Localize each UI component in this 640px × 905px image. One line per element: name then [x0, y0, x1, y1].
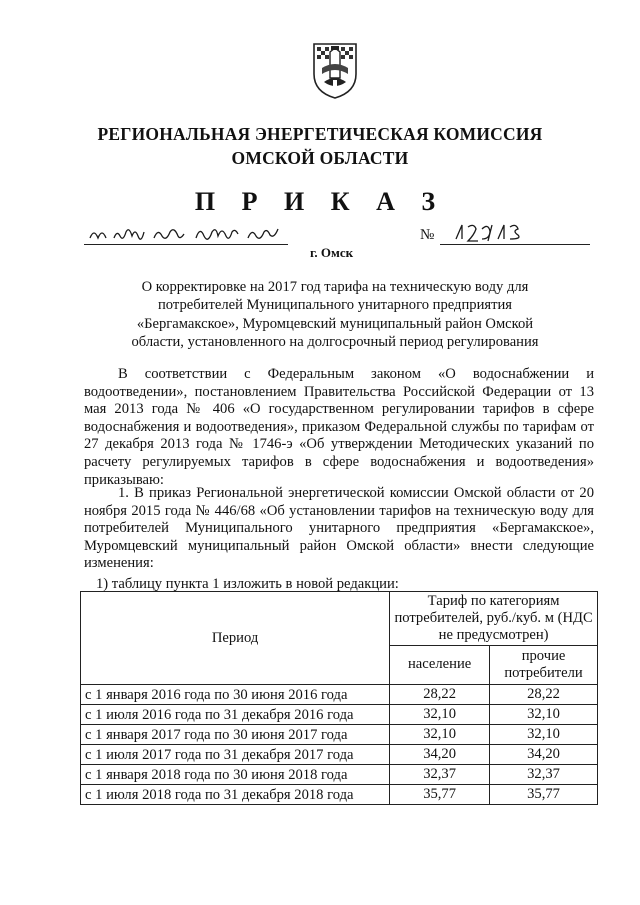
table-row [81, 685, 598, 705]
header-other-consumers: прочие потребители [490, 645, 598, 684]
item-1-subitem: 1) таблицу пункта 1 изложить в новой редакции: [96, 576, 399, 592]
population-tariff-cell: 32,10 [390, 705, 490, 725]
city-label: г. Омск [310, 245, 354, 260]
period-cell: с 1 июля 2017 года по 31 декабря 2017 года [81, 745, 390, 765]
document-subject [120, 278, 550, 352]
population-tariff-cell: 32,37 [390, 765, 490, 785]
coat-of-arms-icon [310, 38, 360, 100]
organization-name-line1: РЕГИОНАЛЬНАЯ ЭНЕРГЕТИЧЕСКАЯ КОМИССИЯ [97, 124, 543, 144]
preamble-paragraph: В соответствии с Федеральным законом «О водоснабжении и водоотведении», постановлением Правительства Российской Федерации от 13 мая 2013 года № 406 «О государственном регулировании тарифов в сфере водоснабжения и водоотведения», приказом Федеральной службы по тарифам от 27 декабря 2013 года № 1746-э «Об утверждении Методических указаний по расчету регулируемых тарифов в сфере водоснабжения и водоотведения» приказываю: [84, 366, 594, 488]
number-label: № [420, 227, 435, 243]
subject-line: «Бергамакское», Муромцевский муниципальный район Омской [136, 315, 534, 332]
population-tariff-cell: 34,20 [390, 745, 490, 765]
population-tariff-cell: 28,22 [390, 685, 490, 705]
tariff-table [80, 591, 598, 805]
population-tariff-cell: 32,10 [390, 725, 490, 745]
organization-name-line2: ОМСКОЙ ОБЛАСТИ [231, 148, 409, 168]
other-tariff-cell: 34,20 [490, 745, 598, 765]
period-cell: с 1 июля 2018 года по 31 декабря 2018 года [81, 785, 390, 805]
header-period: Период [81, 592, 390, 685]
item-1-paragraph: 1. В приказ Региональной энергетической комиссии Омской области от 20 ноября 2015 года № 446/68 «Об установлении тарифов на техническую воду для потребителей Муниципального унитарного предприятия «Бергамакское», Муромцевский муниципальный район Омской области» внести следующие изменения: [84, 485, 594, 572]
period-cell: с 1 января 2018 года по 30 июня 2018 года [81, 765, 390, 785]
other-tariff-cell: 35,77 [490, 785, 598, 805]
period-cell: с 1 января 2017 года по 30 июня 2017 года [81, 725, 390, 745]
subject-line: О корректировке на 2017 год тарифа на техническую воду для [141, 279, 529, 295]
document-type-title: П Р И К А З [194, 187, 446, 216]
period-cell: с 1 января 2016 года по 30 июня 2016 года [81, 685, 390, 705]
subject-line: потребителей Муниципального унитарного предприятия [158, 297, 512, 314]
handwritten-date-icon [88, 222, 284, 244]
table-row [81, 725, 598, 745]
date-underline [84, 244, 288, 245]
other-tariff-cell: 32,37 [490, 765, 598, 785]
other-tariff-cell: 32,10 [490, 725, 598, 745]
table-row [81, 785, 598, 805]
header-tariff: Тариф по категориям потребителей, руб./куб. м (НДС не предусмотрен) [390, 592, 598, 646]
handwritten-number-icon [452, 221, 524, 243]
table-row [81, 705, 598, 725]
period-cell: с 1 июля 2016 года по 31 декабря 2016 года [81, 705, 390, 725]
population-tariff-cell: 35,77 [390, 785, 490, 805]
subject-line: области, установленного на долгосрочный период регулирования [131, 334, 539, 351]
number-underline [440, 244, 590, 245]
table-row [81, 765, 598, 785]
other-tariff-cell: 28,22 [490, 685, 598, 705]
table-row [81, 745, 598, 765]
other-tariff-cell: 32,10 [490, 705, 598, 725]
header-population: население [390, 645, 490, 684]
